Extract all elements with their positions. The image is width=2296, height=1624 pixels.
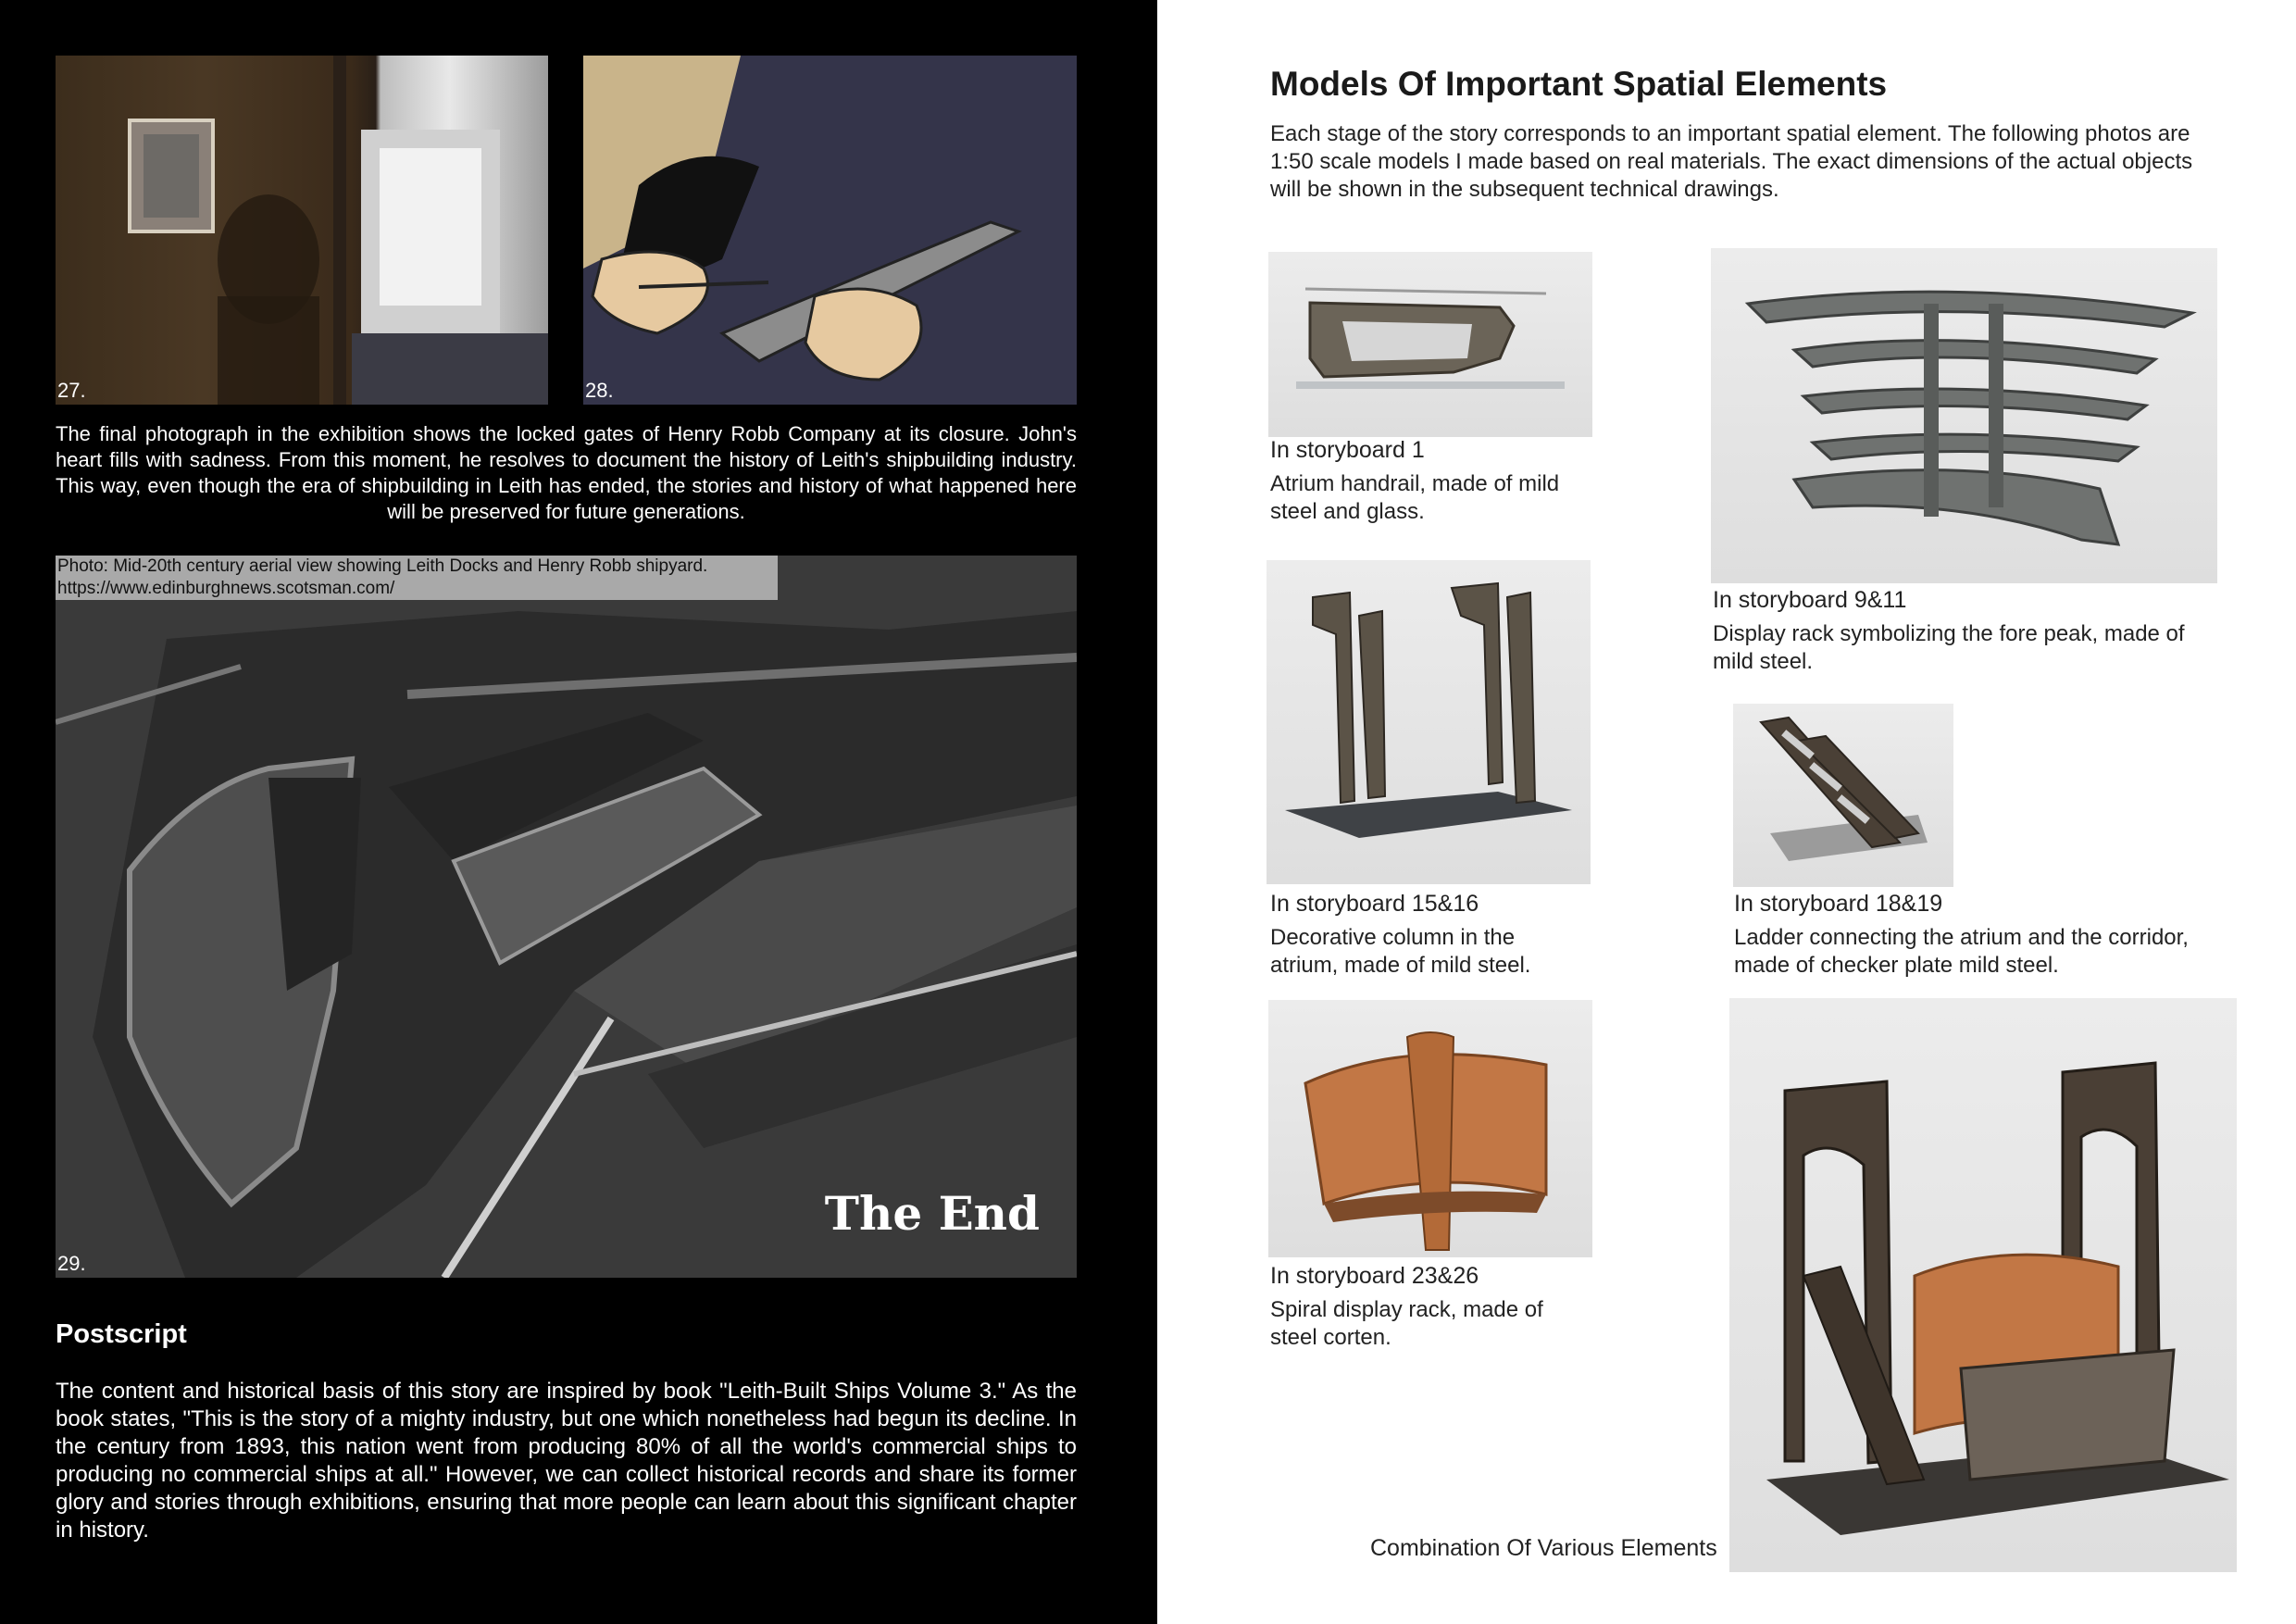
model-description: made of checker plate mild steel. xyxy=(1734,953,2059,978)
right-page xyxy=(1157,0,2296,1624)
model-description: Atrium handrail, made of mild xyxy=(1270,471,1560,496)
panel-number: 29. xyxy=(57,1252,86,1275)
model-photo-columns xyxy=(1267,560,1591,884)
model-photo-spiral-rack xyxy=(1268,1000,1592,1257)
photo-caption xyxy=(56,556,778,600)
panel-27-illustration xyxy=(56,56,548,405)
model-description: mild steel. xyxy=(1713,649,1814,674)
ladder-model-image xyxy=(1733,704,1953,887)
model-photo-handrail xyxy=(1268,252,1592,437)
model-storyboard-label: In storyboard 18&19 xyxy=(1734,891,1943,917)
model-storyboard-label: In storyboard 9&11 xyxy=(1713,587,1907,613)
model-storyboard-label: In storyboard 23&26 xyxy=(1270,1263,1479,1289)
handrail-model-image xyxy=(1268,252,1592,437)
combination-caption: Combination Of Various Elements xyxy=(1370,1535,1717,1561)
panel-28-illustration xyxy=(583,56,1077,405)
aerial-docks-photo xyxy=(56,556,1077,1278)
postscript-title: Postscript xyxy=(56,1319,187,1349)
column-model-image xyxy=(1267,560,1591,884)
page-title: Models Of Important Spatial Elements xyxy=(1270,65,1888,103)
panel-number: 28. xyxy=(585,379,614,402)
model-photo-display-rack xyxy=(1711,248,2217,583)
intro-text: Each stage of the story corresponds to an important spatial element. The following photos are 1:50 scale models I made based on real materials. The exact dimensions of the actual objects will be shown in the subsequent technical drawings. xyxy=(1270,121,2193,202)
photo-caption-line: Photo: Mid-20th century aerial view showing Leith Docks and Henry Robb shipyard. xyxy=(57,556,708,576)
model-storyboard-label: In storyboard 15&16 xyxy=(1270,891,1479,917)
spiral-rack-model-image xyxy=(1268,1000,1592,1257)
photo-source-link: https://www.edinburghnews.scotsman.com/ xyxy=(57,579,395,598)
story-text: The final photograph in the exhibition shows the locked gates of Henry Robb Company at its closure. John's heart fills with sadness. From this moment, he resolves to document the history of Leith's shipbuilding industry. This way, even though the era of shipbuilding in Leith has ended, the stories and history of what happened here will be preserved for future generations. xyxy=(56,422,1077,523)
panel-number: 27. xyxy=(57,379,86,402)
model-description: Display rack symbolizing the fore peak, made of xyxy=(1713,621,2185,646)
model-description: Decorative column in the xyxy=(1270,925,1516,950)
postscript-text: The content and historical basis of this story are inspired by book "Leith-Built Ships Volume 3." As the book states, "This is the story of a mighty industry, but one which nonetheless had begun its decline. In the century from 1893, this nation went from producing 80% of all the world's commercial ships to producing no commercial ships at all." However, we can collect historical records and share its former glory and stories through exhibitions, ensuring that more people can learn about this significant chapter in history. xyxy=(56,1379,1077,1543)
model-description: steel corten. xyxy=(1270,1325,1391,1350)
the-end-text: The End xyxy=(824,1186,1040,1241)
model-description: atrium, made of mild steel. xyxy=(1270,953,1531,978)
storyboard-panel-29 xyxy=(56,556,1077,1278)
model-photo-combination xyxy=(1729,998,2237,1572)
model-storyboard-label: In storyboard 1 xyxy=(1270,437,1425,463)
model-description: Ladder connecting the atrium and the corridor, xyxy=(1734,925,2189,950)
model-photo-ladder xyxy=(1733,704,1953,887)
model-description: steel and glass. xyxy=(1270,499,1425,524)
display-rack-model-image xyxy=(1711,248,2217,583)
model-description: Spiral display rack, made of xyxy=(1270,1297,1543,1322)
storyboard-panel-27 xyxy=(56,56,548,405)
combination-model-image xyxy=(1729,998,2237,1572)
storyboard-panel-28 xyxy=(583,56,1077,405)
